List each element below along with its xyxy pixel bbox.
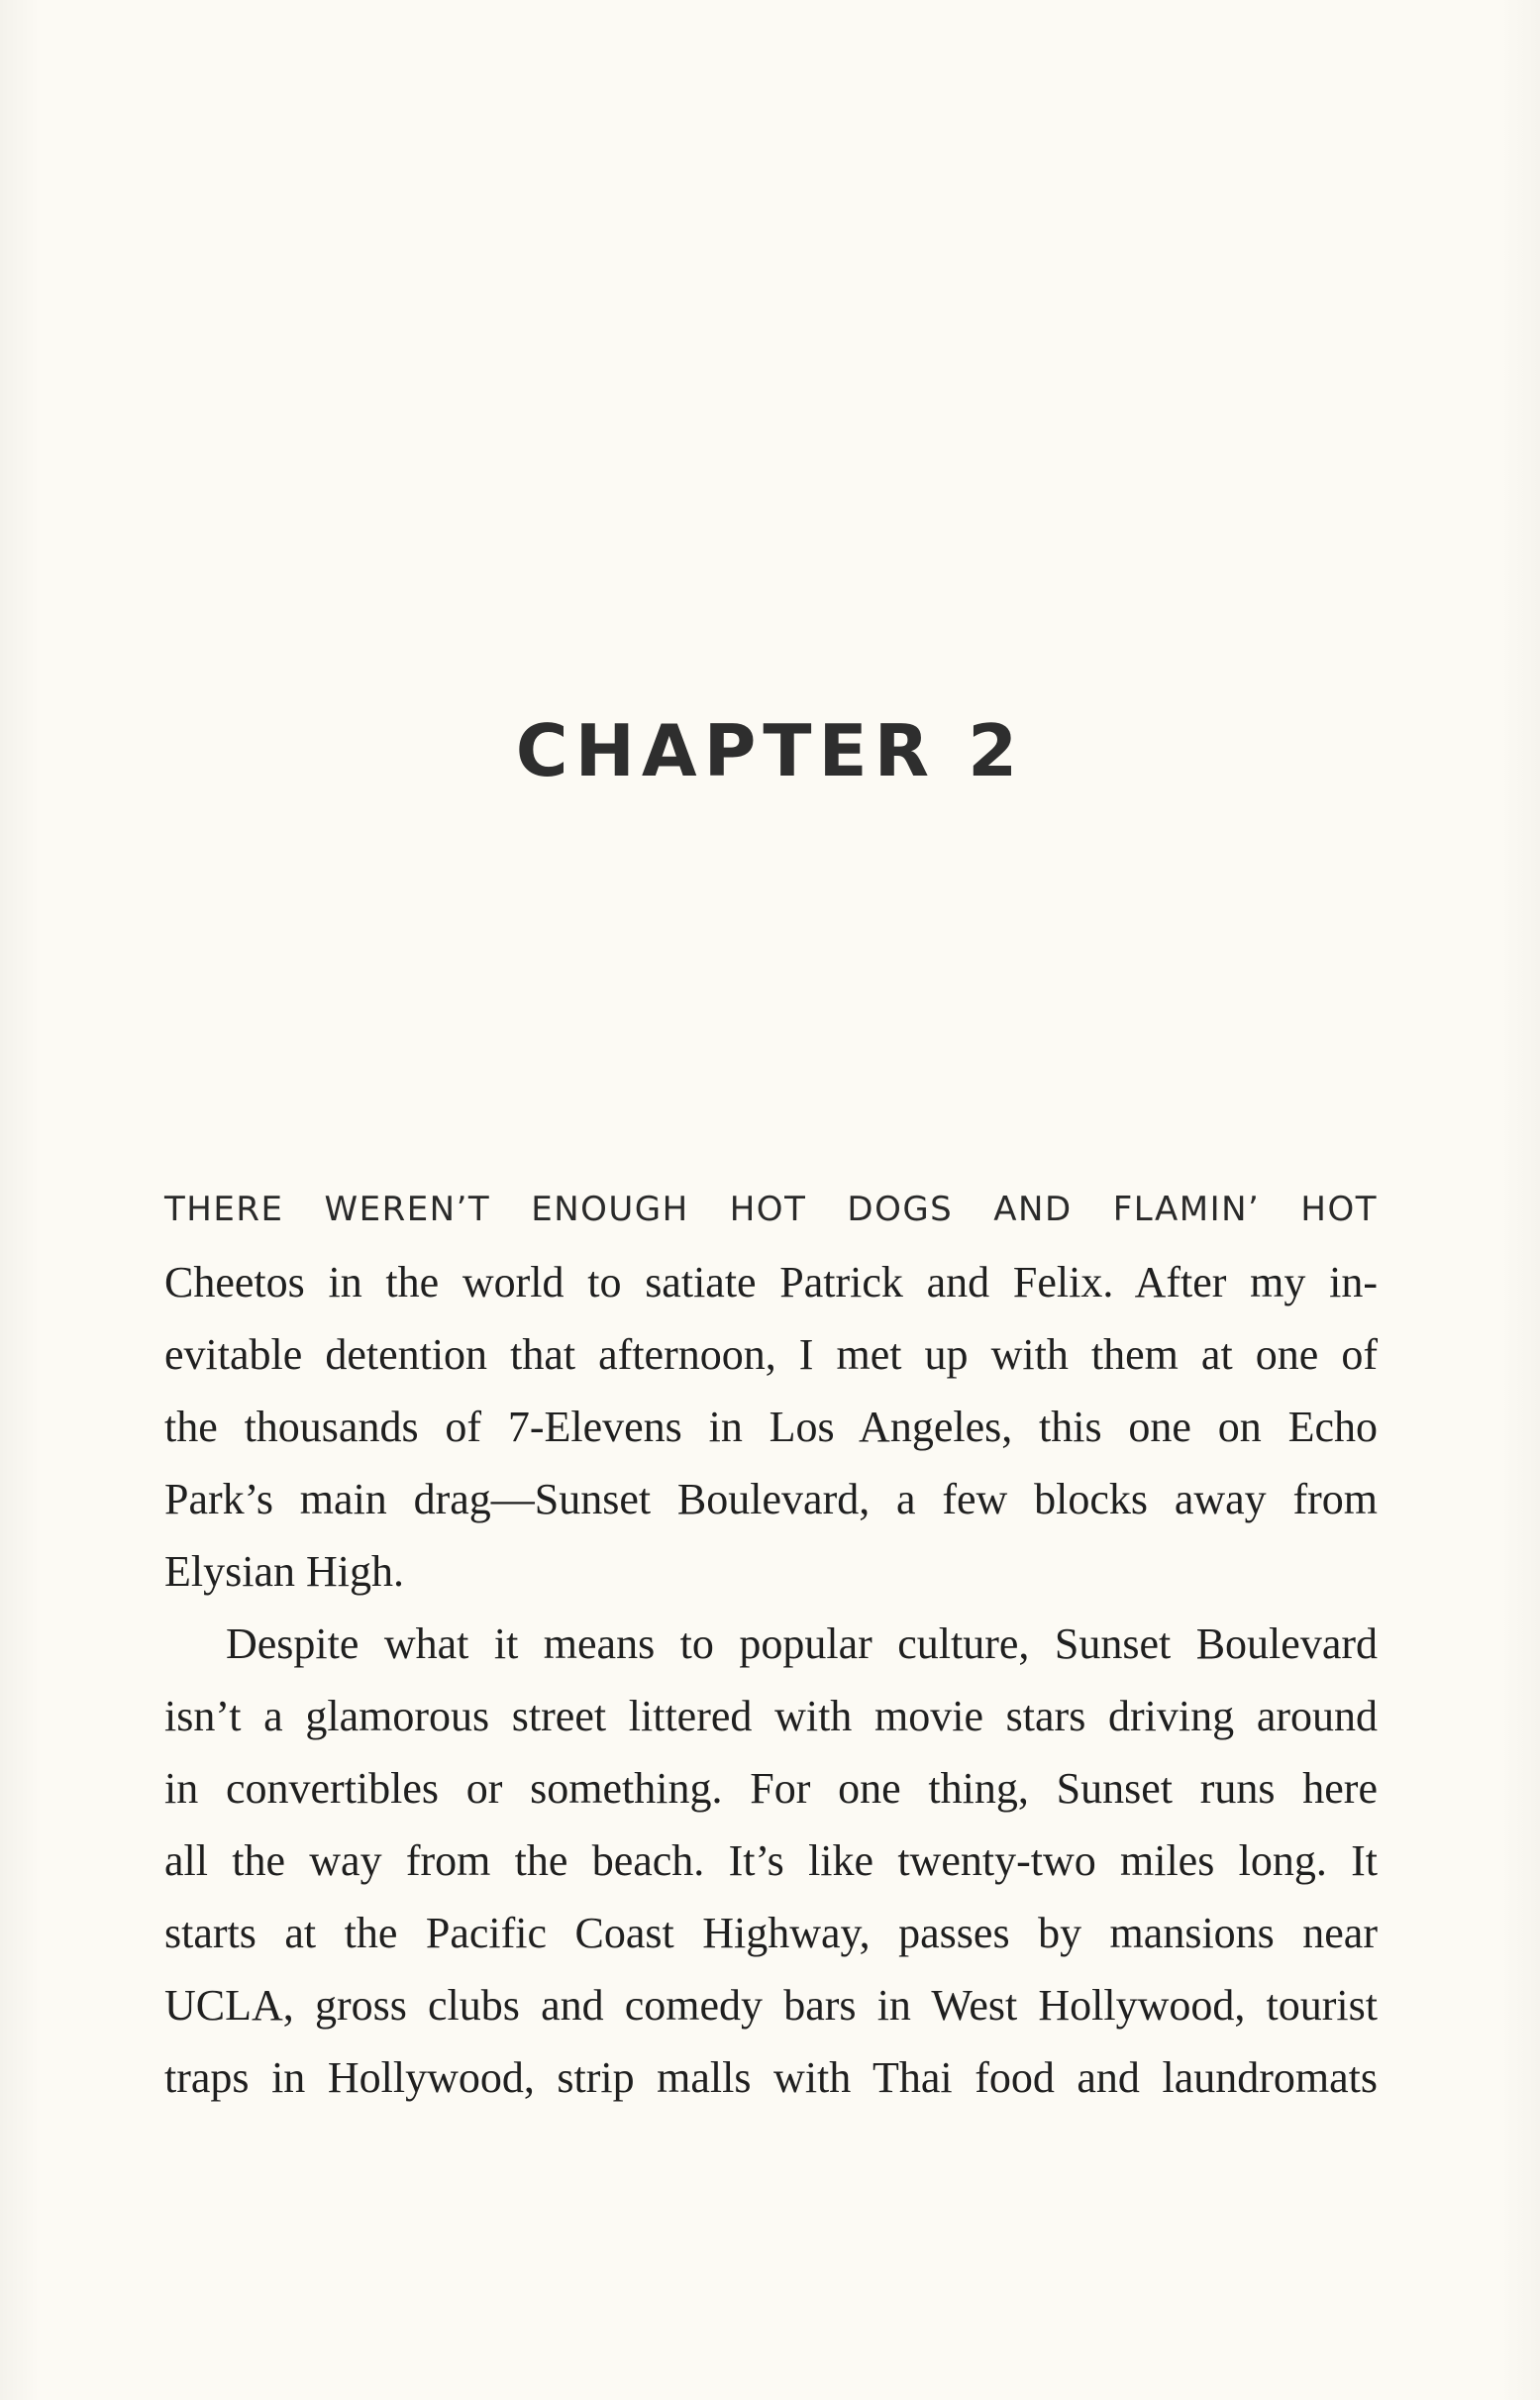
body-line: Elysian High.	[164, 1547, 404, 1596]
body-line: isn’t a glamorous street littered with movie stars driving around	[164, 1692, 1378, 1740]
body-line: evitable detention that afternoon, I met up with them at one of	[164, 1330, 1378, 1379]
body-line: in convertibles or something. For one thing, Sunset runs here	[164, 1764, 1378, 1813]
body-line: starts at the Pacific Coast Highway, passes by mansions near	[164, 1909, 1378, 1957]
body-line: the thousands of 7-Elevens in Los Angeles, this one on Echo	[164, 1403, 1378, 1451]
body-line: Cheetos in the world to satiate Patrick and Felix. After my in-	[164, 1258, 1378, 1306]
chapter-title: CHAPTER 2	[515, 709, 1025, 792]
chapter-body	[164, 1174, 1378, 2114]
body-line: all the way from the beach. It’s like twenty-two miles long. It	[164, 1836, 1378, 1885]
body-line: UCLA, gross clubs and comedy bars in West Hollywood, tourist	[164, 1981, 1378, 2030]
body-line: Despite what it means to popular culture, Sunset Boulevard	[226, 1619, 1378, 1668]
body-line: traps in Hollywood, strip malls with Thai food and laundromats	[164, 2053, 1378, 2102]
lead-in-line: THERE WEREN’T ENOUGH HOT DOGS AND FLAMIN’ HOT	[164, 1190, 1378, 1229]
body-line: Park’s main drag—Sunset Boulevard, a few blocks away from	[164, 1475, 1378, 1523]
